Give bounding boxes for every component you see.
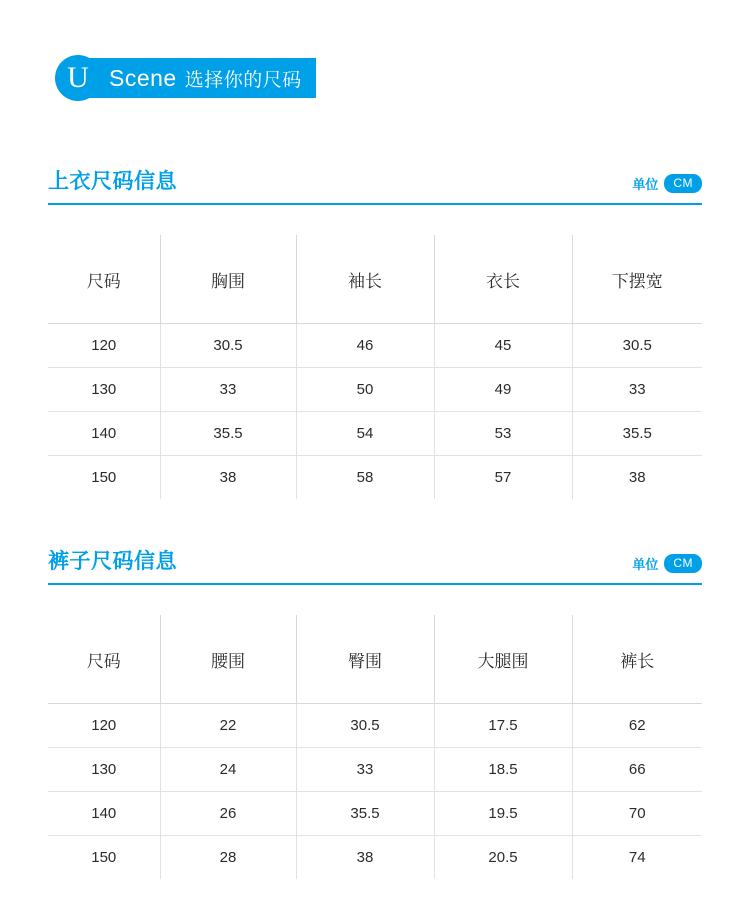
table-cell: 150 — [91, 849, 117, 866]
table-cell: 54 — [296, 412, 434, 456]
table-cell: 38 — [572, 456, 702, 500]
column-header: 臀围 — [296, 615, 434, 704]
table-cell: 130 — [48, 368, 160, 412]
table-cell: 26 — [160, 792, 296, 836]
table-cell: 30.5 — [160, 324, 296, 368]
table-cell: 38 — [296, 836, 434, 880]
table-cell: 57 — [434, 456, 572, 500]
page-header — [55, 55, 316, 101]
column-header: 尺码 — [48, 615, 160, 704]
table-cell: 18.5 — [434, 748, 572, 792]
header-subtitle: 选择你的尺码 — [184, 68, 302, 91]
table-cell: 35.5 — [296, 792, 434, 836]
column-header: 腰围 — [160, 615, 296, 704]
table-cell: 120 — [48, 324, 160, 368]
table-cell: 35.5 — [160, 412, 296, 456]
table-cell: 33 — [572, 368, 702, 412]
table-row — [48, 368, 702, 412]
table-row — [48, 748, 702, 792]
section-tops-unit — [632, 174, 702, 195]
table-cell: 70 — [572, 792, 702, 836]
column-header: 下摆宽 — [572, 235, 702, 324]
table-row — [48, 324, 702, 368]
table-cell: 46 — [296, 324, 434, 368]
column-header: 裤长 — [572, 615, 702, 704]
unit-label: 单位 — [632, 178, 659, 193]
table-cell: 38 — [160, 456, 296, 500]
section-tops-title: 上衣尺码信息 — [48, 169, 177, 193]
table-cell: 35.5 — [572, 412, 702, 456]
table-row — [48, 456, 702, 500]
table-cell: 45 — [434, 324, 572, 368]
table-cell: 140 — [48, 792, 160, 836]
table-cell: 30.5 — [296, 704, 434, 748]
section-tops — [48, 165, 702, 499]
table-cell: 66 — [572, 748, 702, 792]
unit-badge: CM — [664, 174, 702, 193]
column-header: 胸围 — [160, 235, 296, 324]
table-cell: 49 — [434, 368, 572, 412]
table-cell: 28 — [160, 836, 296, 880]
table-cell: 53 — [434, 412, 572, 456]
unit-badge: CM — [664, 554, 702, 573]
logo-icon: U — [55, 55, 101, 101]
section-pants — [48, 545, 702, 879]
table-row — [48, 792, 702, 836]
unit-label: 单位 — [632, 558, 659, 573]
column-header: 尺码 — [48, 235, 160, 324]
table-cell: 19.5 — [434, 792, 572, 836]
section-pants-header — [48, 545, 702, 585]
table-cell: 24 — [160, 748, 296, 792]
section-pants-unit — [632, 554, 702, 575]
column-header: 衣长 — [434, 235, 572, 324]
table-cell: 130 — [48, 748, 160, 792]
table-cell: 30.5 — [572, 324, 702, 368]
table-cell: 62 — [572, 704, 702, 748]
brand-name: Scene — [109, 64, 177, 91]
table-cell: 140 — [48, 412, 160, 456]
tops-size-table — [48, 235, 702, 499]
table-cell: 58 — [296, 456, 434, 500]
table-header-row — [48, 615, 702, 704]
table-header-row — [48, 235, 702, 324]
table-cell: 20.5 — [434, 836, 572, 880]
table-cell: 150 — [91, 469, 117, 486]
section-pants-title: 裤子尺码信息 — [48, 549, 177, 573]
table-cell: 120 — [48, 704, 160, 748]
header-banner — [87, 58, 316, 98]
column-header: 袖长 — [296, 235, 434, 324]
table-row — [48, 836, 702, 880]
column-header: 大腿围 — [434, 615, 572, 704]
table-row — [48, 704, 702, 748]
table-cell: 50 — [296, 368, 434, 412]
table-row — [48, 412, 702, 456]
table-cell: 22 — [160, 704, 296, 748]
table-cell: 17.5 — [434, 704, 572, 748]
table-cell: 74 — [572, 836, 702, 880]
section-tops-header — [48, 165, 702, 205]
pants-size-table — [48, 615, 702, 879]
table-cell: 33 — [296, 748, 434, 792]
table-cell: 33 — [160, 368, 296, 412]
